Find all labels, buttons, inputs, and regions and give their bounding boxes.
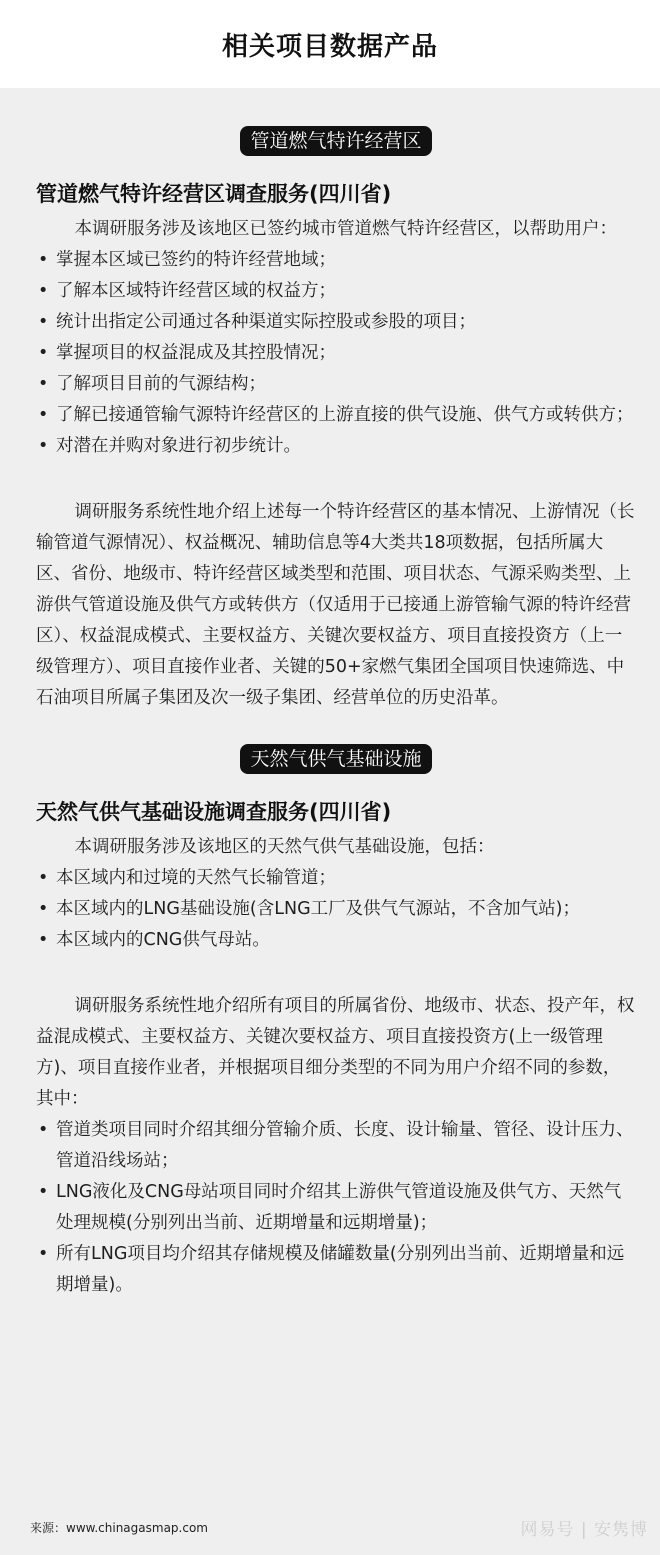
section-heading-infrastructure: 天然气供气基础设施调查服务(四川省) — [36, 800, 392, 824]
list-item: • 对潜在并购对象进行初步统计。 — [36, 431, 636, 462]
source-credit: 来源：www.chinagasmap.com — [30, 1520, 208, 1535]
list-item: • LNG液化及CNG母站项目同时介绍其上游供气管道设施及供气方、天然气处理规模(分别列出当前、近期增量和远期增量)； — [36, 1177, 636, 1239]
list-item: • 所有LNG项目均介绍其存储规模及储罐数量(分别列出当前、近期增量和远期增量)。 — [36, 1239, 636, 1301]
list-item: • 掌握项目的权益混成及其控股情况； — [36, 338, 636, 369]
list-item: • 本区域内和过境的天然气长输管道； — [36, 863, 636, 894]
list-item: • 了解项目目前的气源结构； — [36, 369, 636, 400]
watermark: 网易号 | 安隽博 — [520, 1519, 648, 1540]
section-tag-wrap — [36, 126, 636, 156]
list-item: • 了解本区域特许经营区域的权益方； — [36, 276, 636, 307]
bullet-list — [36, 1115, 636, 1301]
section-detail: 调研服务系统性地介绍上述每一个特许经营区的基本情况、上游情况（长输管道气源情况）、权益概况、辅助信息等4大类共18项数据，包括所属大区、省份、地级市、特许经营区域类型和范围、项目状态、气源采购类型、上游供气管道设施及供气方或转供方（仅适用于已接通上游管输气源的特许经营区）、权益混成模式、主要权益方、关键次要权益方、项目直接投资方（上一级管理方）、项目直接作业者、关键的50+家燃气集团全国项目快速筛选、中石油项目所属子集团及次一级子集团、经营单位的历史沿革。 — [36, 502, 635, 708]
bullet-list — [36, 245, 636, 462]
footer — [30, 1512, 648, 1542]
bullet-list — [36, 863, 636, 956]
header-bar — [0, 0, 660, 88]
list-item: • 掌握本区域已签约的特许经营地域； — [36, 245, 636, 276]
list-item: • 管道类项目同时介绍其细分管输介质、长度、设计输量、管径、设计压力、管道沿线场站； — [36, 1115, 636, 1177]
section-detail: 调研服务系统性地介绍所有项目的所属省份、地级市、状态、投产年，权益混成模式、主要权益方、关键次要权益方、项目直接投资方(上一级管理方)、项目直接作业者，并根据项目细分类型的不同为用户介绍不同的参数，其中： — [36, 996, 635, 1109]
list-item: • 本区域内的LNG基础设施(含LNG工厂及供气气源站，不含加气站)； — [36, 894, 636, 925]
list-item: • 本区域内的CNG供气母站。 — [36, 925, 636, 956]
section-tag-pipeline: 管道燃气特许经营区 — [240, 126, 431, 156]
section-tag-wrap — [36, 744, 636, 774]
content-panel — [0, 126, 660, 1301]
list-item: • 了解已接通管输气源特许经营区的上游直接的供气设施、供气方或转供方； — [36, 400, 636, 431]
list-item: • 统计出指定公司通过各种渠道实际控股或参股的项目； — [36, 307, 636, 338]
section-tag-infrastructure: 天然气供气基础设施 — [240, 744, 431, 774]
section-intro: 本调研服务涉及该地区已签约城市管道燃气特许经营区，以帮助用户： — [74, 219, 617, 239]
section-intro: 本调研服务涉及该地区的天然气供气基础设施，包括： — [74, 837, 495, 857]
page-title: 相关项目数据产品 — [221, 31, 438, 62]
section-heading-pipeline: 管道燃气特许经营区调查服务(四川省) — [36, 182, 392, 206]
